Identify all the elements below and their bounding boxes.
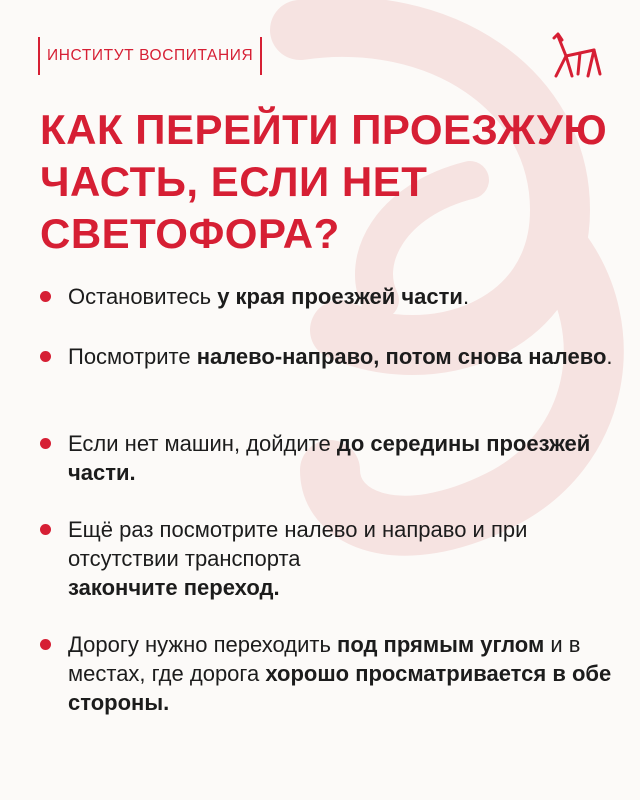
tip-text: Ещё раз посмотрите налево и направо и при отсутствии транспорта (68, 517, 528, 571)
tip-emphasis: хорошо просматривается в обе стороны. (68, 661, 612, 715)
tip-text: Если нет машин, дойдите (68, 431, 337, 456)
list-item (40, 282, 469, 311)
tip-emphasis: до середины проезжей части. (68, 431, 591, 485)
tip-emphasis: закончите переход. (68, 575, 280, 600)
tip-text: . (606, 344, 613, 369)
tip-text: Посмотрите (68, 344, 197, 369)
tip-text: и в местах, где дорога (68, 632, 581, 686)
bullet-dot (40, 351, 51, 362)
list-item (40, 429, 620, 487)
list-item (40, 630, 620, 717)
list-item (40, 342, 613, 371)
list-item (40, 515, 620, 602)
bullet-dot (40, 438, 51, 449)
tip-text: . (462, 284, 470, 309)
brand-divider-right (260, 37, 262, 75)
bullet-dot (40, 639, 51, 650)
bullet-dot (40, 291, 51, 302)
tip-text: Остановитесь (68, 284, 218, 309)
tip-emphasis: у края проезжей части (217, 284, 463, 309)
horse-chair-icon (548, 30, 604, 80)
bullet-dot (40, 524, 51, 535)
tip-emphasis: налево-направо, потом снова налево (196, 344, 607, 369)
page-title: КАК ПЕРЕЙТИ ПРОЕЗЖУЮ ЧАСТЬ, ЕСЛИ НЕТ СВЕТОФОРА? (40, 106, 608, 257)
tip-emphasis: под прямым углом (337, 632, 545, 657)
brand-name: ИНСТИТУТ ВОСПИТАНИЯ (47, 47, 254, 64)
tip-text: Дорогу нужно переходить (68, 632, 338, 657)
brand-header (38, 36, 262, 76)
